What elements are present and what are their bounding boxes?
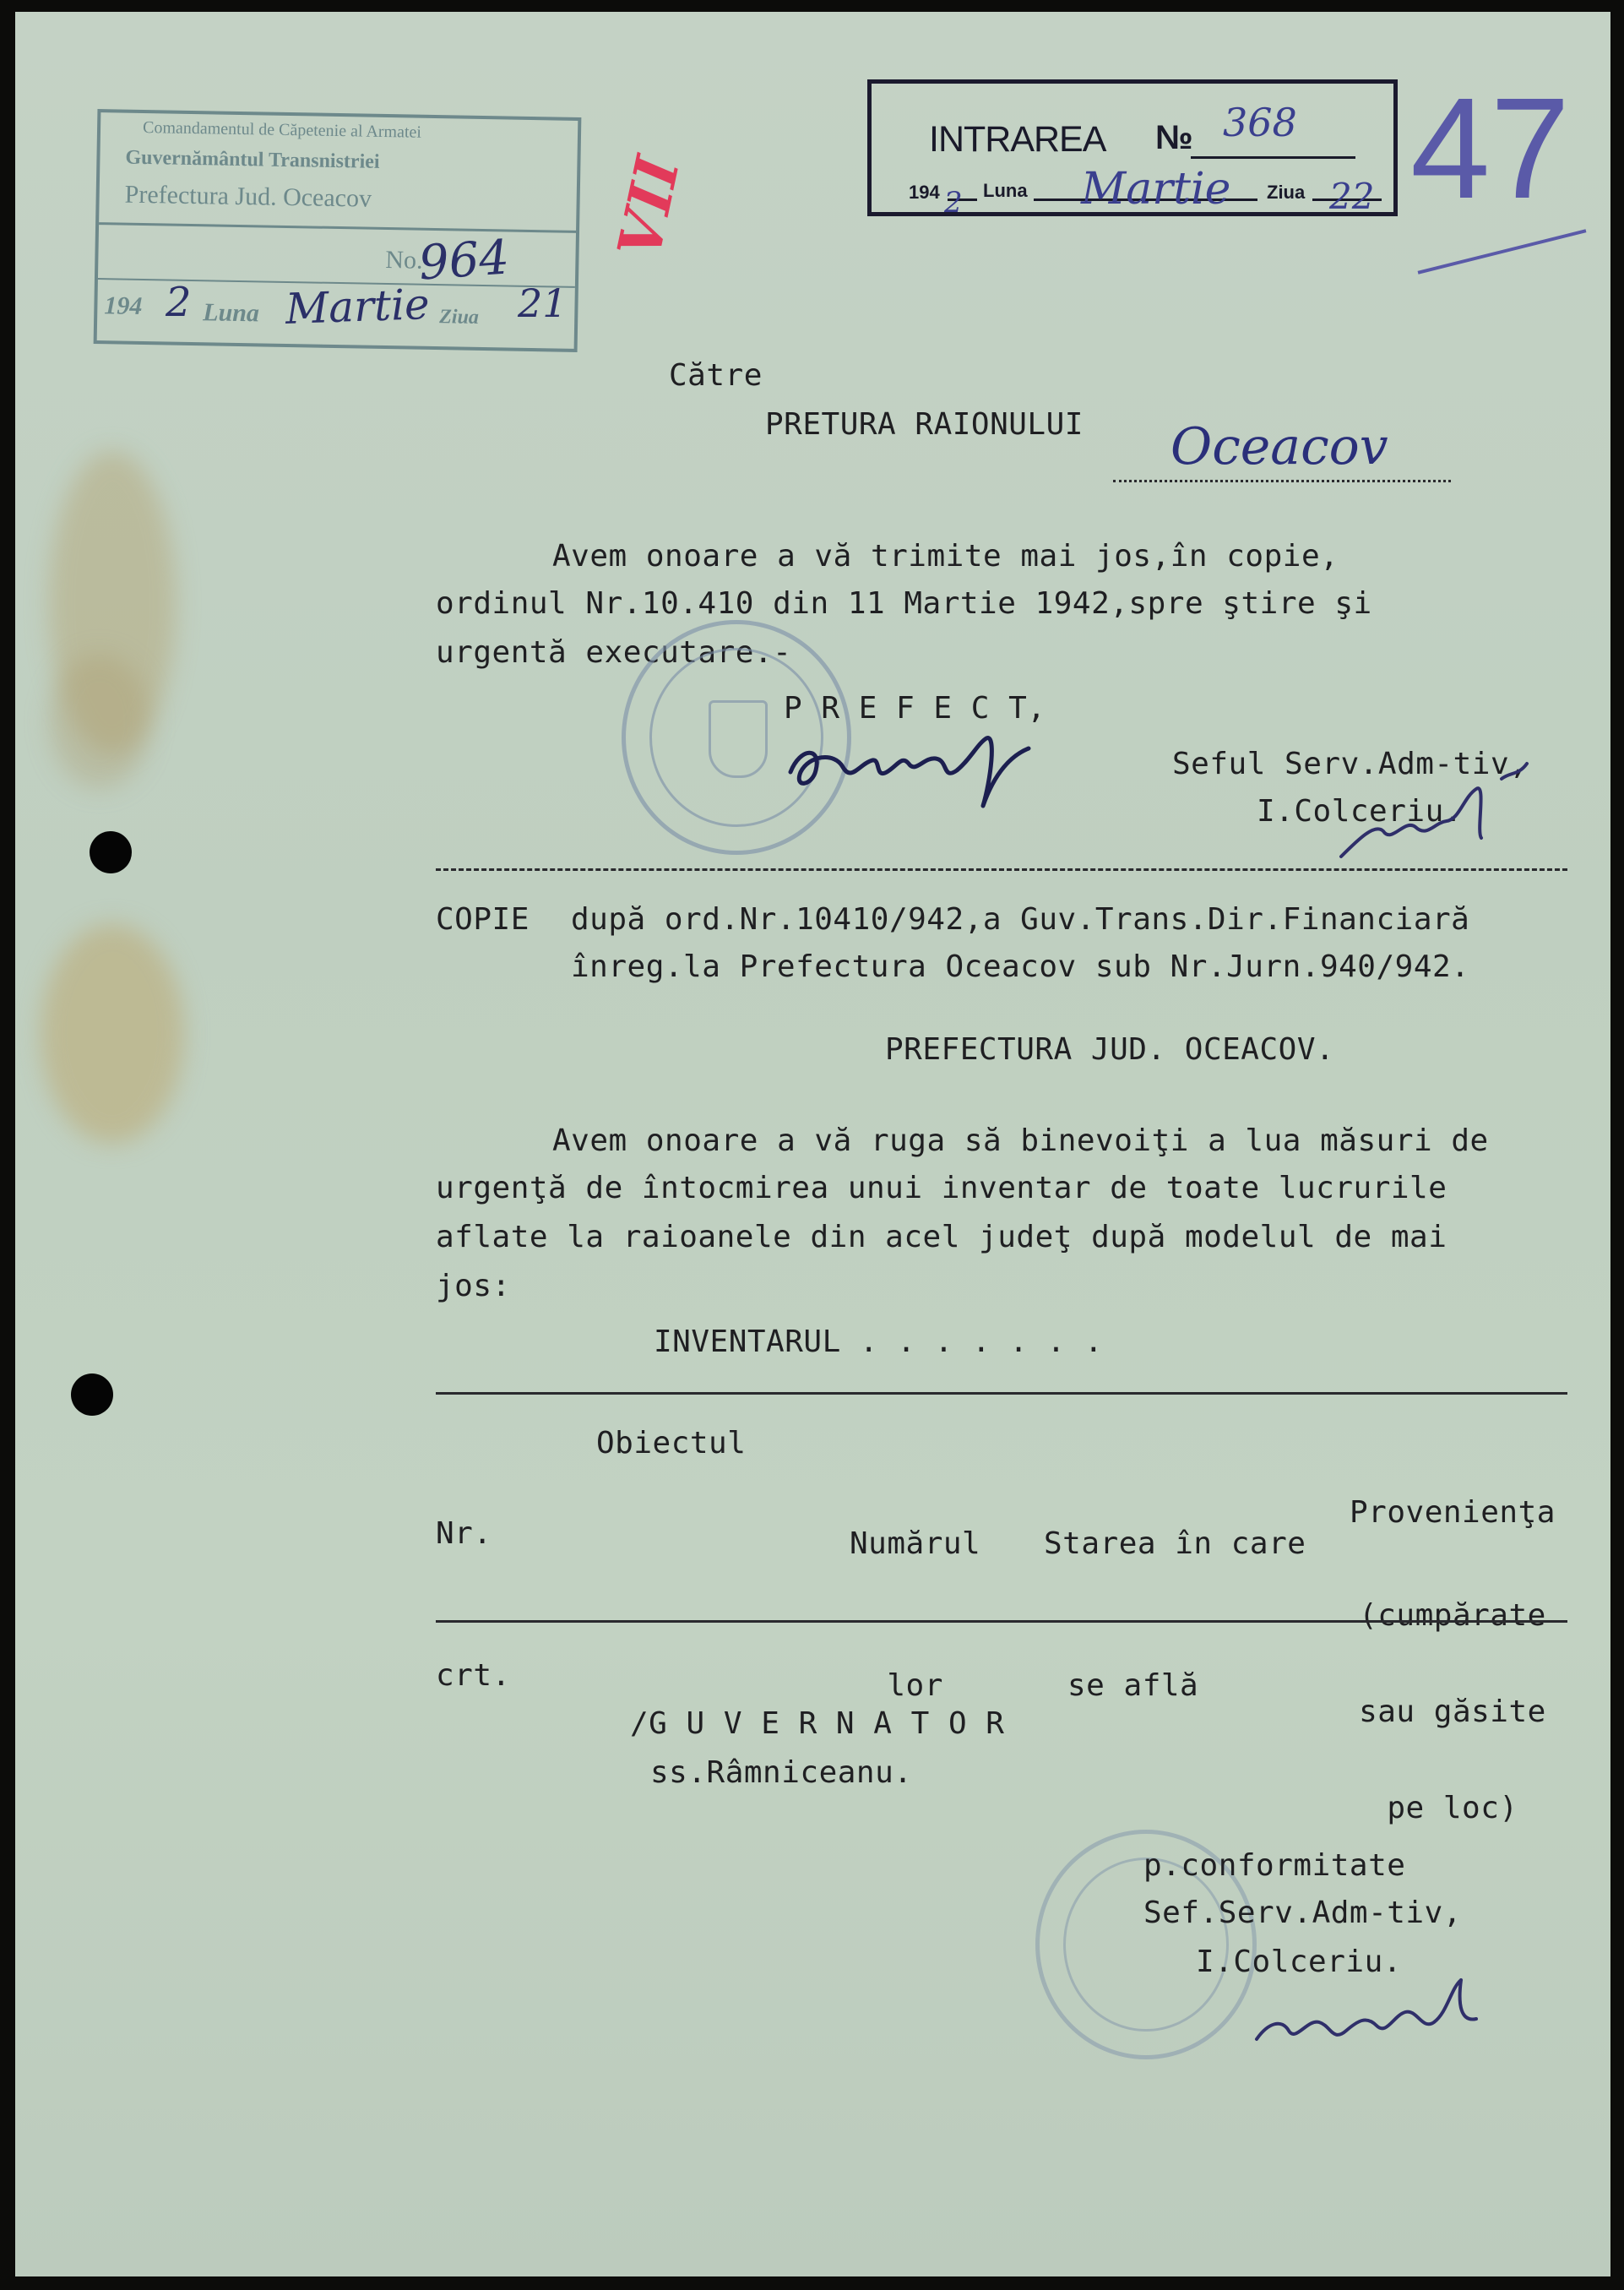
stamp-year-prefix: 194 [104, 291, 143, 320]
stamp-line-1: Comandamentul de Căpetenie al Armatei [142, 117, 422, 142]
conformity-label: p.conformitate [1143, 1848, 1406, 1883]
admin-chief-title: Seful Serv.Adm-tiv, [1172, 747, 1529, 781]
body-line-1: Avem onoare a vă trimite mai jos,în copie, [552, 539, 1339, 574]
copy-line-2: înreg.la Prefectura Oceacov sub Nr.Jurn.940/942. [571, 949, 1470, 984]
stamp-ziua-label: Ziua [439, 306, 480, 329]
entry-luna-handwritten: Martie [1081, 164, 1231, 215]
section-separator [436, 868, 1567, 871]
table-header-count-line-2: lor [887, 1668, 943, 1703]
table-header-nr-line-2: crt. [436, 1658, 511, 1693]
entry-year-prefix: 194 [909, 182, 940, 203]
table-header-origin-line-3: sau găsite [1359, 1694, 1546, 1729]
table-header-origin-line-4: pe loc) [1387, 1791, 1518, 1825]
copy-body-line-4: jos: [436, 1269, 511, 1303]
prefect-signature [775, 704, 1062, 823]
table-header-origin-line-2: (cumpărate [1359, 1598, 1546, 1633]
conformity-name: I.Colceriu. [1196, 1945, 1402, 1979]
table-header-nr-line-1: Nr. [436, 1516, 492, 1551]
stamp-luna-label: Luna [202, 298, 260, 328]
copy-heading: PREFECTURA JUD. OCEACOV. [885, 1032, 1335, 1067]
body-line-3: urgentă executare.- [436, 635, 792, 670]
table-header-origin-line-1: Provenienţa [1350, 1495, 1556, 1530]
red-pencil-mark: VII [603, 150, 693, 264]
entry-number-label: № [1155, 119, 1193, 156]
inventory-title: INVENTARUL . . . . . . . [654, 1325, 1104, 1359]
table-header-count [850, 1426, 980, 1804]
stamp-number-label: No. [385, 246, 423, 275]
copy-body-line-3: aflate la raioanele din acel judeţ după modelul de mai [436, 1220, 1447, 1254]
table-header-count-line-1: Numărul [850, 1526, 981, 1561]
stamp-year-handwritten: 2 [166, 279, 192, 326]
copy-body-line-2: urgenţă de întocmirea unui inventar de toate lucrurile [436, 1171, 1447, 1205]
punch-hole [90, 831, 132, 873]
stamp-number-handwritten: 964 [416, 230, 512, 291]
coat-of-arms-icon [709, 700, 768, 778]
table-top-rule [436, 1392, 1567, 1395]
stamp-year [104, 291, 143, 321]
folio-number: 47 [1410, 68, 1571, 229]
recipient-office: PRETURA RAIONULUI [765, 407, 1084, 442]
table-header-state-line-1: Starea în care [1044, 1526, 1306, 1561]
entry-ziua-label: Ziua [1267, 182, 1306, 203]
entry-luna-label: Luna [983, 180, 1028, 201]
body-line-2: ordinul Nr.10.410 din 11 Martie 1942,spre ştire şi [436, 586, 1372, 621]
folio-underline [1418, 229, 1587, 274]
table-header-nr [436, 1416, 511, 1794]
table-header-object: Obiectul [596, 1426, 747, 1460]
prefect-title: P R E F E C T, [784, 691, 1046, 726]
entry-year-handwritten: 2 [944, 186, 963, 220]
copy-label: COPIE [436, 902, 530, 937]
entry-number-handwritten: 368 [1223, 100, 1297, 145]
admin-chief-signature [1333, 738, 1535, 873]
entry-title: INTRAREA [929, 119, 1106, 160]
document-page [15, 12, 1610, 2276]
stamp-ziua-handwritten: 21 [518, 280, 568, 326]
governor-name: ss.Râmniceanu. [650, 1755, 913, 1790]
governor-title: /G U V E R N A T O R [630, 1706, 1005, 1741]
admin-chief-name: I.Colceriu. [1257, 794, 1463, 829]
entry-ziua-handwritten: 22 [1329, 176, 1375, 217]
stamp-line-3: Prefectura Jud. Oceacov [124, 180, 372, 213]
table-header-state [1044, 1426, 1306, 1804]
stamp-line-2: Guvernământul Transnistriei [125, 146, 380, 173]
table-header-state-line-2: se află [1067, 1668, 1199, 1703]
table-bottom-rule [436, 1620, 1567, 1623]
recipient-raion-handwritten: Oceacov [1170, 417, 1388, 476]
table-header-origin [1350, 1426, 1556, 1889]
entry-number-line [1191, 156, 1355, 159]
stamp-luna-handwritten: Martie [285, 280, 431, 334]
age-stain [49, 654, 150, 789]
recipient-underline [1113, 480, 1451, 482]
conformity-signature [1248, 1938, 1502, 2064]
age-stain [41, 924, 184, 1144]
conformity-title: Sef.Serv.Adm-tiv, [1143, 1896, 1462, 1930]
copy-line-1: după ord.Nr.10410/942,a Guv.Trans.Dir.Financiară [571, 902, 1470, 937]
recipient-label: Către [669, 358, 763, 393]
copy-body-line-1: Avem onoare a vă ruga să binevoiţi a lua măsuri de [552, 1123, 1489, 1158]
punch-hole [71, 1373, 113, 1416]
